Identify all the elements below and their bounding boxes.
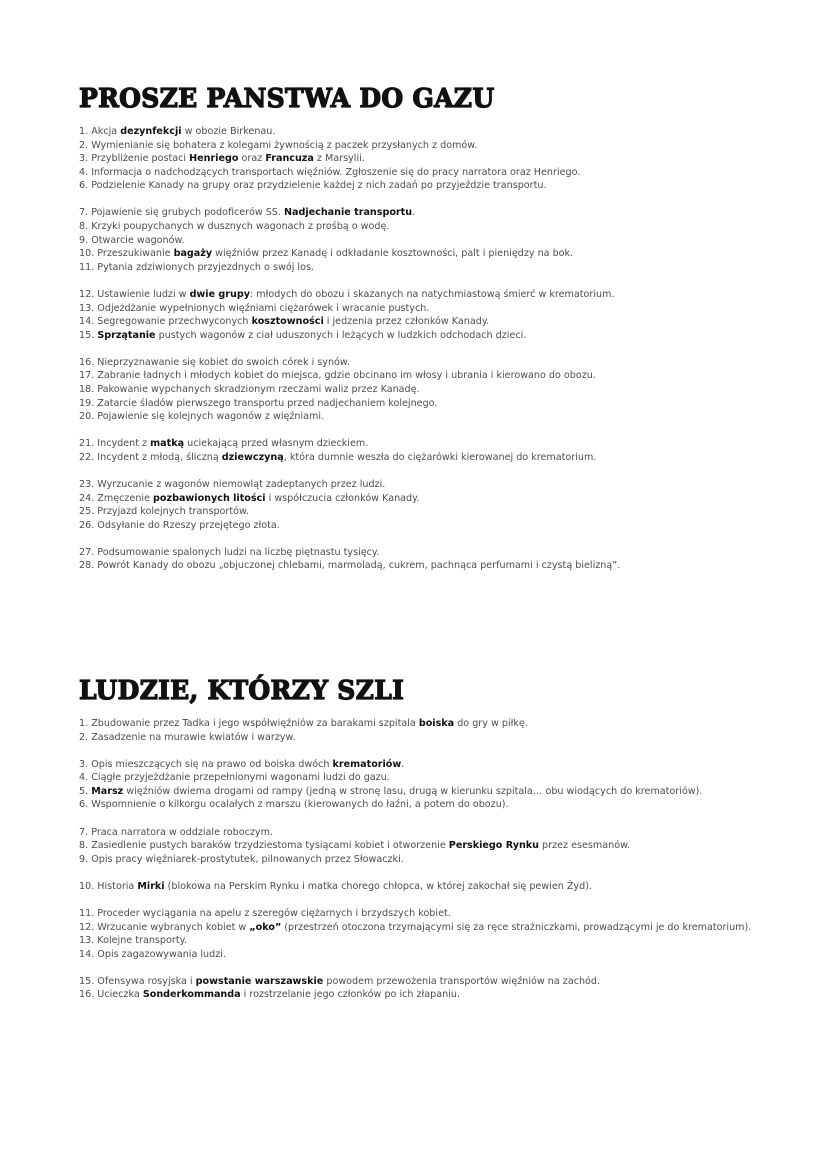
text-segment: 6. Wspomnienie o kilkorgu ocalałych z marszu (kierowanych do łaźni, a potem do obozu). <box>79 799 509 811</box>
list-item <box>79 492 759 506</box>
text-segment: 11. Proceder wyciągania na apelu z szeregów ciężarnych i brzydszych kobiet. <box>79 907 451 919</box>
bold-keyword: Mirki <box>137 880 165 892</box>
text-segment: przez esesmanów. <box>539 840 631 852</box>
text-segment: 4. Informacja o nadchodzących transportach więźniów. Zgłoszenie się do pracy narratora oraz Henriego. <box>79 166 581 178</box>
list-item <box>79 559 759 573</box>
list-item <box>79 717 759 731</box>
bold-keyword: dwie grupy <box>189 288 250 300</box>
bold-keyword: pozbawionych litości <box>153 492 266 504</box>
text-segment: 1. Akcja <box>79 126 121 137</box>
list-item <box>79 839 759 853</box>
bold-keyword: bagaży <box>173 248 213 260</box>
text-segment: powodem przewożenia transportów więźniów na zachód. <box>323 975 601 987</box>
list-item <box>79 166 759 180</box>
text-segment: 21. Incydent z <box>79 438 151 450</box>
text-segment: uciekającą przed własnym dzieckiem. <box>184 438 369 450</box>
bold-keyword: powstanie warszawskie <box>195 975 324 987</box>
list-item <box>79 853 759 867</box>
text-segment: 16. Nieprzyznawanie się kobiet do swoich córek i synów. <box>79 356 350 368</box>
bold-keyword: kosztowności <box>251 316 324 328</box>
list-item <box>79 921 759 935</box>
text-segment: 20. Pojawienie się kolejnych wagonów z więźniami. <box>79 411 325 423</box>
bold-keyword: Sonderkommanda <box>142 989 241 1001</box>
list-item <box>79 519 759 533</box>
list-item <box>79 785 759 799</box>
bold-keyword: matką <box>150 438 185 450</box>
list-item <box>79 758 759 772</box>
list-item <box>79 948 759 962</box>
text-segment: 26. Odsyłanie do Rzeszy przejętego złota. <box>79 519 280 531</box>
text-segment: i rozstrzelanie jego członków po ich złapaniu. <box>240 989 461 1001</box>
text-segment: pustych wagonów z ciał uduszonych i leżących w ludzkich odchodach dzieci. <box>155 329 527 341</box>
plan-list <box>79 125 759 573</box>
list-item <box>79 478 759 492</box>
list-item <box>79 125 759 139</box>
text-segment: 12. Wrzucanie wybranych kobiet w <box>79 921 250 933</box>
list-item <box>79 771 759 785</box>
list-item <box>79 880 759 894</box>
text-segment: 14. Opis zagazowywania ludzi. <box>79 948 226 960</box>
text-segment: 24. Zmęczenie <box>79 492 154 504</box>
text-segment: i jedzenia przez członków Kanady. <box>323 316 490 328</box>
text-segment: 18. Pakowanie wypchanych skradzionym rzeczami waliz przez Kanadę. <box>79 384 420 395</box>
list-item <box>79 356 759 370</box>
text-segment: więźniów przez Kanadę i odkładanie kosztowności, palt i pieniędzy na bok. <box>212 248 574 260</box>
list-item <box>79 437 759 451</box>
item-group <box>79 907 759 961</box>
item-group <box>79 717 759 744</box>
section-prosze-panstwa <box>79 83 759 587</box>
item-group <box>79 546 759 573</box>
text-segment: 15. Ofensywa rosyjska i <box>79 975 196 987</box>
text-segment: 12. Ustawienie ludzi w <box>79 288 190 300</box>
bold-keyword: Henriego <box>189 153 239 165</box>
item-group <box>79 356 759 424</box>
text-segment: 8. Zasiedlenie pustych baraków trzydziestoma tysiącami kobiet i otworzenie <box>79 840 449 852</box>
item-group <box>79 758 759 812</box>
bold-keyword: Francuza <box>265 153 314 165</box>
text-segment: więźniów dwiema drogami od rampy (jedną w stronę lasu, drugą w kierunku szpitala… obu wiodących do krematoriów). <box>123 785 703 797</box>
list-item <box>79 410 759 424</box>
text-segment: 14. Segregowanie przechwyconych <box>79 316 252 328</box>
list-item <box>79 247 759 261</box>
text-segment: 22. Incydent z młodą, śliczną <box>79 451 222 463</box>
item-group <box>79 478 759 532</box>
list-item <box>79 261 759 275</box>
text-segment: 3. Przybliżenie postaci <box>79 153 190 165</box>
list-item <box>79 139 759 153</box>
text-segment: 9. Otwarcie wagonów. <box>79 234 185 246</box>
text-segment: (blokowa na Perskim Rynku i matka chorego chłopca, w której zakochał się pewien Żyd). <box>164 880 592 892</box>
list-item <box>79 731 759 745</box>
list-item <box>79 798 759 812</box>
text-segment: 2. Wymienianie się bohatera z kolegami żywnością z paczek przysłanych z domów. <box>79 139 478 151</box>
bold-keyword: Nadjechanie transportu <box>284 207 413 219</box>
text-segment: 5. <box>79 785 92 797</box>
list-item <box>79 934 759 948</box>
text-segment: 6. Podzielenie Kanady na grupy oraz przydzielenie każdej z nich zadań po przyjeździe transportu. <box>79 180 547 192</box>
list-item <box>79 383 759 397</box>
text-segment: 19. Zatarcie śladów pierwszego transportu przed nadjechaniem kolejnego. <box>79 397 438 409</box>
item-group <box>79 206 759 274</box>
bold-keyword: Marsz <box>91 785 124 797</box>
bold-keyword: dziewczyną <box>221 451 284 463</box>
item-group <box>79 125 759 193</box>
text-segment: (przestrzeń otoczona trzymającymi się za ręce strażniczkami, prowadzącymi je do krematorium). <box>281 921 752 933</box>
text-segment: 11. Pytania zdziwionych przyjezdnych o swój los. <box>79 261 314 273</box>
text-segment: z Marsylii. <box>313 153 365 165</box>
list-item <box>79 397 759 411</box>
plan-list <box>79 717 759 1002</box>
text-segment: 27. Podsumowanie spalonych ludzi na liczbę piętnastu tysięcy. <box>79 546 380 558</box>
text-segment: 23. Wyrzucanie z wagonów niemowląt zadeptanych przez ludzi. <box>79 478 386 490</box>
text-segment: 3. Opis mieszczących się na prawo od boiska dwóch <box>79 758 333 770</box>
text-segment: 16. Ucieczka <box>79 989 143 1001</box>
text-segment: 10. Przeszukiwanie <box>79 248 174 260</box>
item-group <box>79 975 759 1002</box>
text-segment: 7. Praca narratora w oddziale roboczym. <box>79 826 273 838</box>
item-group <box>79 880 759 894</box>
item-group <box>79 826 759 867</box>
text-segment: 10. Historia <box>79 880 138 892</box>
section-ludzie-ktorzy-szli <box>79 675 759 1016</box>
list-item <box>79 505 759 519</box>
list-item <box>79 329 759 343</box>
text-segment: 28. Powrót Kanady do obozu „objuczonej chlebami, marmoladą, cukrem, pachnąca perfumami i czystą bielizną”. <box>79 560 621 572</box>
text-segment: oraz <box>238 153 266 165</box>
text-segment: 15. <box>79 329 98 341</box>
bold-keyword: „oko” <box>249 921 282 933</box>
bold-keyword: krematoriów <box>332 758 402 770</box>
text-segment: , która dumnie weszła do ciężarówki kierowanej do krematorium. <box>283 451 597 463</box>
list-item <box>79 220 759 234</box>
text-segment: w obozie Birkenau. <box>181 126 276 137</box>
bold-keyword: dezynfekcji <box>120 126 182 137</box>
list-item <box>79 234 759 248</box>
text-segment: 8. Krzyki poupychanych w dusznych wagonach z prośbą o wodę. <box>79 221 390 233</box>
text-segment: : młodych do obozu i skazanych na natychmiastową śmierć w krematorium. <box>249 288 615 300</box>
item-group <box>79 437 759 464</box>
list-item <box>79 907 759 921</box>
text-segment: 7. Pojawienie się grubych podoficerów SS. <box>79 207 284 219</box>
bold-keyword: Sprzątanie <box>97 329 156 341</box>
text-segment: 1. Zbudowanie przez Tadka i jego współwięźniów za barakami szpitala <box>79 718 419 729</box>
list-item <box>79 315 759 329</box>
list-item <box>79 975 759 989</box>
text-segment: 4. Ciągłe przyjeżdżanie przepełnionymi wagonami ludzi do gazu. <box>79 772 390 784</box>
list-item <box>79 288 759 302</box>
item-group <box>79 288 759 342</box>
text-segment: do gry w piłkę. <box>454 718 528 729</box>
bold-keyword: Perskiego Rynku <box>448 840 539 852</box>
text-segment: 13. Odjeżdżanie wypełnionych więźniami ciężarówek i wracanie pustych. <box>79 302 430 314</box>
bold-keyword: boiska <box>418 718 455 729</box>
list-item <box>79 206 759 220</box>
list-item <box>79 826 759 840</box>
section-title: PROSZE PANSTWA DO GAZU <box>79 83 495 114</box>
list-item <box>79 179 759 193</box>
text-segment: . <box>401 758 405 770</box>
list-item <box>79 302 759 316</box>
text-segment: i współczucia członków Kanady. <box>265 492 420 504</box>
text-segment: 17. Zabranie ładnych i młodych kobiet do miejsca, gdzie obcinano im włosy i ubrania i kierowano do obozu. <box>79 370 596 382</box>
list-item <box>79 988 759 1002</box>
list-item <box>79 152 759 166</box>
list-item <box>79 546 759 560</box>
list-item <box>79 369 759 383</box>
text-segment: . <box>412 207 416 219</box>
text-segment: 13. Kolejne transporty. <box>79 935 187 947</box>
text-segment: 9. Opis pracy więźniarek-prostytutek, pilnowanych przez Słowaczki. <box>79 853 404 865</box>
text-segment: 25. Przyjazd kolejnych transportów. <box>79 506 249 518</box>
section-title: LUDZIE, KTÓRZY SZLI <box>79 675 405 706</box>
text-segment: 2. Zasadzenie na murawie kwiatów i warzyw. <box>79 731 296 743</box>
list-item <box>79 451 759 465</box>
